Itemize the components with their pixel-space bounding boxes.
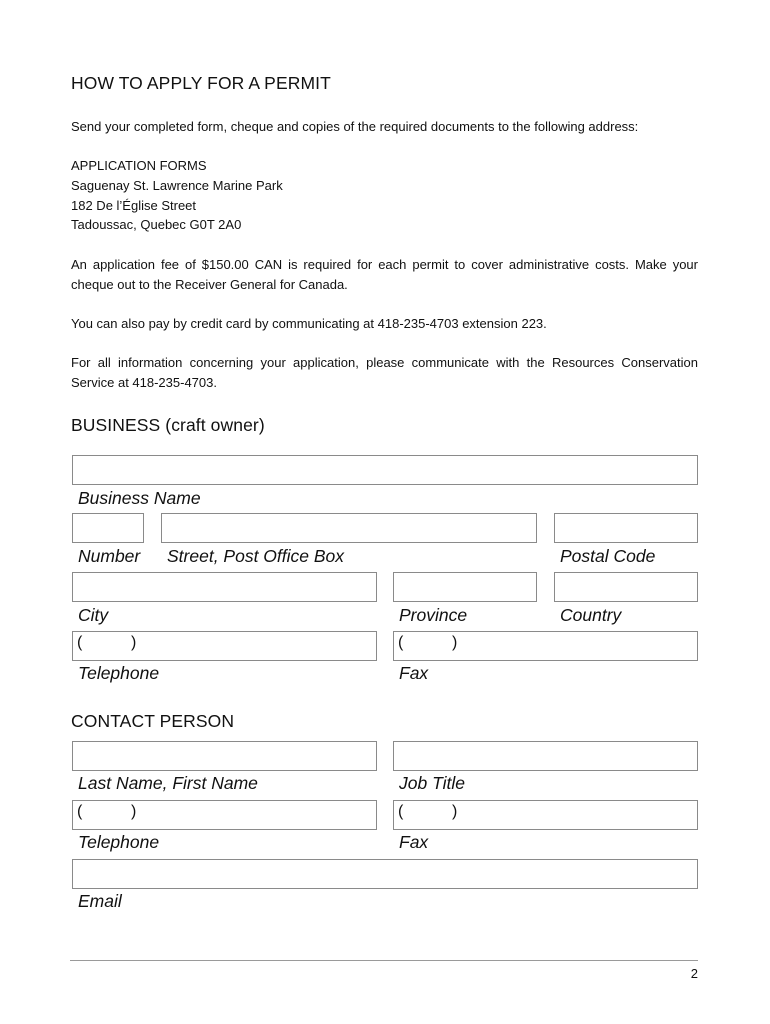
footer-divider <box>70 960 698 961</box>
area-code-open: ( <box>398 803 404 820</box>
fee-paragraph: An application fee of $150.00 CAN is required for each permit to cover administrative costs. Make your cheque out to the Receiver General for Canada. <box>71 257 698 292</box>
business-fax-label: Fax <box>399 663 429 683</box>
contact-fax-field[interactable] <box>393 800 698 830</box>
city-field[interactable] <box>72 572 377 602</box>
number-field[interactable] <box>72 513 144 543</box>
page-title: HOW TO APPLY FOR A PERMIT <box>71 73 331 93</box>
address-line: 182 De l’Église Street <box>71 197 197 213</box>
business-telephone-label: Telephone <box>78 663 160 683</box>
province-label: Province <box>399 605 468 625</box>
job-title-label: Job Title <box>399 773 465 793</box>
area-code-open: ( <box>398 634 404 651</box>
business-name-field[interactable] <box>72 455 698 485</box>
business-fax-field[interactable] <box>393 631 698 661</box>
page-number: 2 <box>690 966 698 981</box>
area-code-open: ( <box>77 803 83 820</box>
credit-card-paragraph: You can also pay by credit card by communicating at 418-235-4703 extension 223. <box>71 316 547 331</box>
address-line: Tadoussac, Quebec G0T 2A0 <box>71 217 242 233</box>
contact-name-field[interactable] <box>72 741 377 771</box>
address-line: Saguenay St. Lawrence Marine Park <box>71 177 283 193</box>
contact-telephone-field[interactable] <box>72 800 377 830</box>
postal-code-label: Postal Code <box>560 546 656 566</box>
street-field[interactable] <box>161 513 537 543</box>
area-code-close: ) <box>452 634 458 651</box>
mailing-address <box>71 156 283 235</box>
email-field[interactable] <box>72 859 698 889</box>
contact-heading: CONTACT PERSON <box>71 711 235 731</box>
business-name-label: Business Name <box>78 488 201 508</box>
email-label: Email <box>78 891 122 911</box>
info-paragraph: For all information concerning your application, please communicate with the Resources Conservation Service at 418-235-4703. <box>71 355 698 390</box>
area-code-open: ( <box>77 634 83 651</box>
send-instructions: Send your completed form, cheque and copies of the required documents to the following address: <box>71 119 639 134</box>
business-telephone-field[interactable] <box>72 631 377 661</box>
contact-telephone-label: Telephone <box>78 832 160 852</box>
postal-code-field[interactable] <box>554 513 698 543</box>
contact-fax-label: Fax <box>399 832 429 852</box>
province-field[interactable] <box>393 572 537 602</box>
area-code-close: ) <box>131 803 137 820</box>
area-code-close: ) <box>131 634 137 651</box>
address-line: APPLICATION FORMS <box>71 158 207 173</box>
area-code-close: ) <box>452 803 458 820</box>
number-label: Number <box>78 546 141 566</box>
country-field[interactable] <box>554 572 698 602</box>
contact-name-label: Last Name, First Name <box>78 773 258 793</box>
city-label: City <box>78 605 109 625</box>
business-heading: BUSINESS (craft owner) <box>71 415 265 435</box>
country-label: Country <box>560 605 622 625</box>
job-title-field[interactable] <box>393 741 698 771</box>
street-label: Street, Post Office Box <box>167 546 345 566</box>
